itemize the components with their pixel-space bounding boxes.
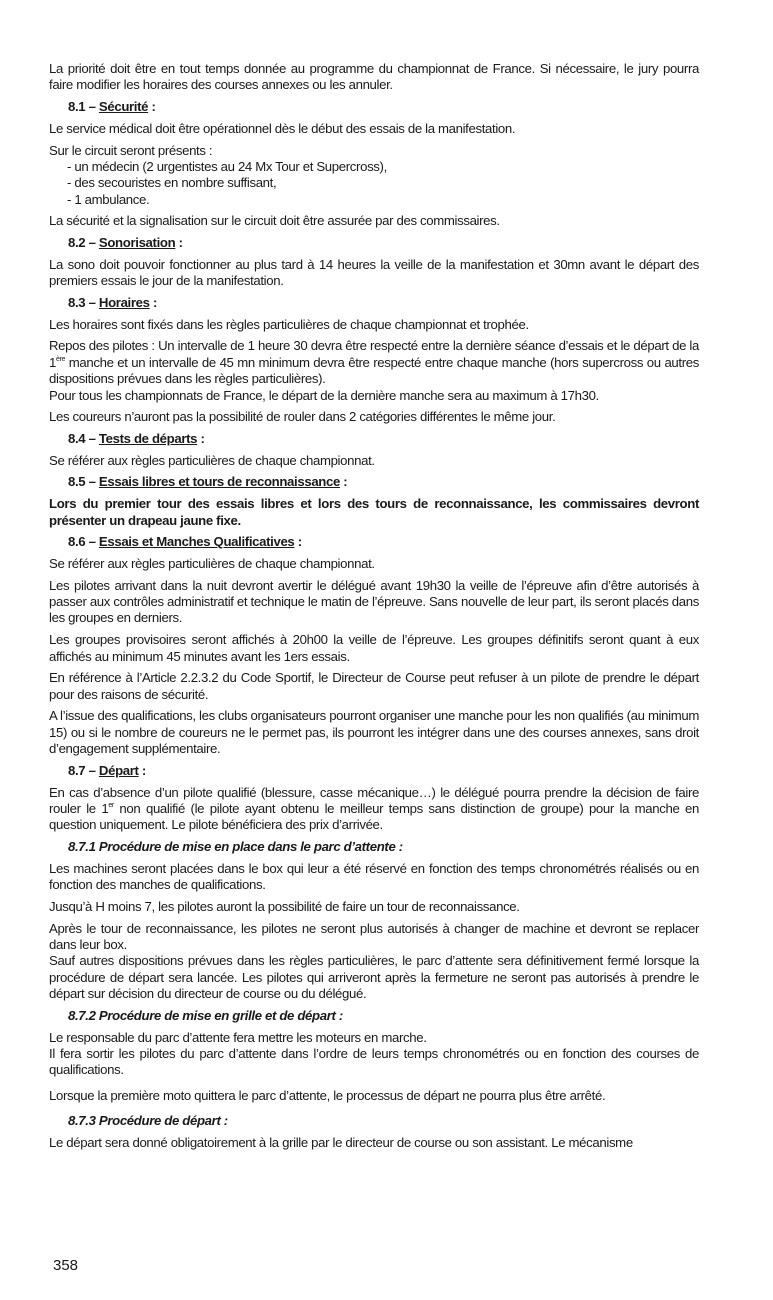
section-8-4-heading: 8.4 – Tests de départs : <box>68 430 205 446</box>
s871-p2: Jusqu’à H moins 7, les pilotes auront la possibilité de faire un tour de reconnaissance. <box>49 898 520 914</box>
s872-p1: Le responsable du parc d’attente fera mettre les moteurs en marche. <box>49 1029 427 1045</box>
s87-p1: En cas d’absence d’un pilote qualifié (blessure, casse mécanique…) le délégué pourra prendre la décision de faire rouler le 1er non qualifié (le pilote ayant obtenu le meilleur temps sans distinction de groupe) pour la manche en question uniquement. Le pilote bénéficiera des prix d’arrivée. <box>49 784 700 833</box>
page-body <box>49 61 699 1157</box>
section-8-2-title: Sonorisation <box>98 235 176 251</box>
section-8-3-title: Horaires <box>98 294 150 310</box>
s86-p1: Se référer aux règles particulières de chaque championnat. <box>49 555 375 571</box>
s85-p1: Lors du premier tour des essais libres et lors des tours de reconnaissance, les commissaires devront présenter un drapeau jaune fixe. <box>49 496 699 528</box>
page-number: 358 <box>53 1257 79 1274</box>
section-8-1-title: Sécurité <box>98 99 149 115</box>
list-item: - un médecin (2 urgentistes au 24 Mx Tour et Supercross), <box>67 158 387 174</box>
section-8-6-title: Essais et Manches Qualificatives <box>98 534 295 550</box>
list-item: - des secouristes en nombre suffisant, <box>67 175 277 191</box>
s86-p3: Les groupes provisoires seront affichés à 20h00 la veille de l’épreuve. Les groupes définitifs seront quant à eux affichés au minimum 45 minutes avant les 1ers essais. <box>49 632 699 664</box>
s81-p2: Sur le circuit seront présents : <box>49 142 213 158</box>
section-8-5-heading: 8.5 – Essais libres et tours de reconnaissance : <box>68 474 348 490</box>
section-8-4-title: Tests de départs <box>98 430 198 446</box>
s86-p5: A l’issue des qualifications, les clubs organisateurs pourront organiser une manche pour les non qualifiés (au minimum 15) ou si le nombre de coureurs ne le permet pas, ils pourront les intégrer dans une des courses annexes, sans droit d’engagement supplémentaire. <box>49 708 699 757</box>
section-8-7-title: Départ <box>98 762 139 778</box>
section-8-7-1-heading: 8.7.1 Procédure de mise en place dans le parc d’attente : <box>68 839 403 855</box>
section-8-6-heading: 8.6 – Essais et Manches Qualificatives : <box>68 534 302 550</box>
s83-p1: Les horaires sont fixés dans les règles particulières de chaque championnat et trophée. <box>49 316 529 332</box>
section-8-7-2-heading: 8.7.2 Procédure de mise en grille et de départ : <box>68 1007 343 1023</box>
s83-p4: Les coureurs n’auront pas la possibilité de rouler dans 2 catégories différentes le même jour. <box>49 409 556 425</box>
s81-p1: Le service médical doit être opérationnel dès le début des essais de la manifestation. <box>49 120 516 136</box>
s84-p1: Se référer aux règles particulières de chaque championnat. <box>49 452 375 468</box>
intro-paragraph: La priorité doit être en tout temps donnée au programme du championnat de France. Si nécessaire, le jury pourra faire modifier les horaires des courses annexes ou les annuler. <box>49 61 699 93</box>
s83-p3: Pour tous les championnats de France, le départ de la dernière manche sera au maximum à 17h30. <box>49 387 599 403</box>
s872-p3: Lorsque la première moto quittera le parc d’attente, le processus de départ ne pourra plus être arrêté. <box>49 1087 606 1103</box>
section-8-1-heading: 8.1 – Sécurité : <box>68 99 156 115</box>
s81-p3: La sécurité et la signalisation sur le circuit doit être assurée par des commissaires. <box>49 213 500 229</box>
s86-p4: En référence à l’Article 2.2.3.2 du Code Sportif, le Directeur de Course peut refuser à un pilote de prendre le départ pour des raisons de sécurité. <box>49 670 699 702</box>
s872-p2: Il fera sortir les pilotes du parc d’attente dans l’ordre de leurs temps chronométrés ou en fonction des courses de qualifications. <box>49 1046 699 1078</box>
section-8-2-heading: 8.2 – Sonorisation : <box>68 235 183 251</box>
list-item: - 1 ambulance. <box>67 191 150 207</box>
s82-p1: La sono doit pouvoir fonctionner au plus tard à 14 heures la veille de la manifestation et 30mn avant le départ des premiers essais le jour de la manifestation. <box>49 256 699 289</box>
s871-p3: Après le tour de reconnaissance, les pilotes ne seront plus autorisés à changer de machine et devront se replacer dans leur box. <box>49 920 699 952</box>
s873-p1: Le départ sera donné obligatoirement à la grille par le directeur de course ou son assistant. Le mécanisme <box>49 1134 633 1150</box>
section-8-7-3-heading: 8.7.3 Procédure de départ : <box>68 1113 228 1129</box>
s871-p1: Les machines seront placées dans le box qui leur a été réservé en fonction des temps chronométrés réalisés ou en fonction des manches de qualifications. <box>49 860 699 893</box>
s871-p4: Sauf autres dispositions prévues dans les règles particulières, le parc d’attente sera définitivement fermé lorsque la procédure de départ sera lancée. Les pilotes qui arriveront après la fermeture ne seront pas autorisés à prendre le départ sur décision du directeur de course ou du délégué. <box>49 953 699 1002</box>
s83-p2: Repos des pilotes : Un intervalle de 1 heure 30 devra être respecté entre la dernière séance d’essais et le départ de la 1ère manche et un intervalle de 45 mn minimum devra être respecté entre chaque manche (hors supercross ou autres dispositions prévues dans les règles particulières). <box>49 338 699 387</box>
s81-list <box>49 159 699 208</box>
s86-p2: Les pilotes arrivant dans la nuit devront avertir le délégué avant 19h30 la veille de l’épreuve afin d’être autorisés à passer aux contrôles administratif et technique le matin de l’épreuve. Sans nouvelle de leur part, ils seront placés dans les groupes en derniers. <box>49 577 699 626</box>
section-8-3-heading: 8.3 – Horaires : <box>68 294 157 310</box>
section-8-7-heading: 8.7 – Départ : <box>68 762 146 778</box>
section-8-5-title: Essais libres et tours de reconnaissance <box>98 474 340 490</box>
